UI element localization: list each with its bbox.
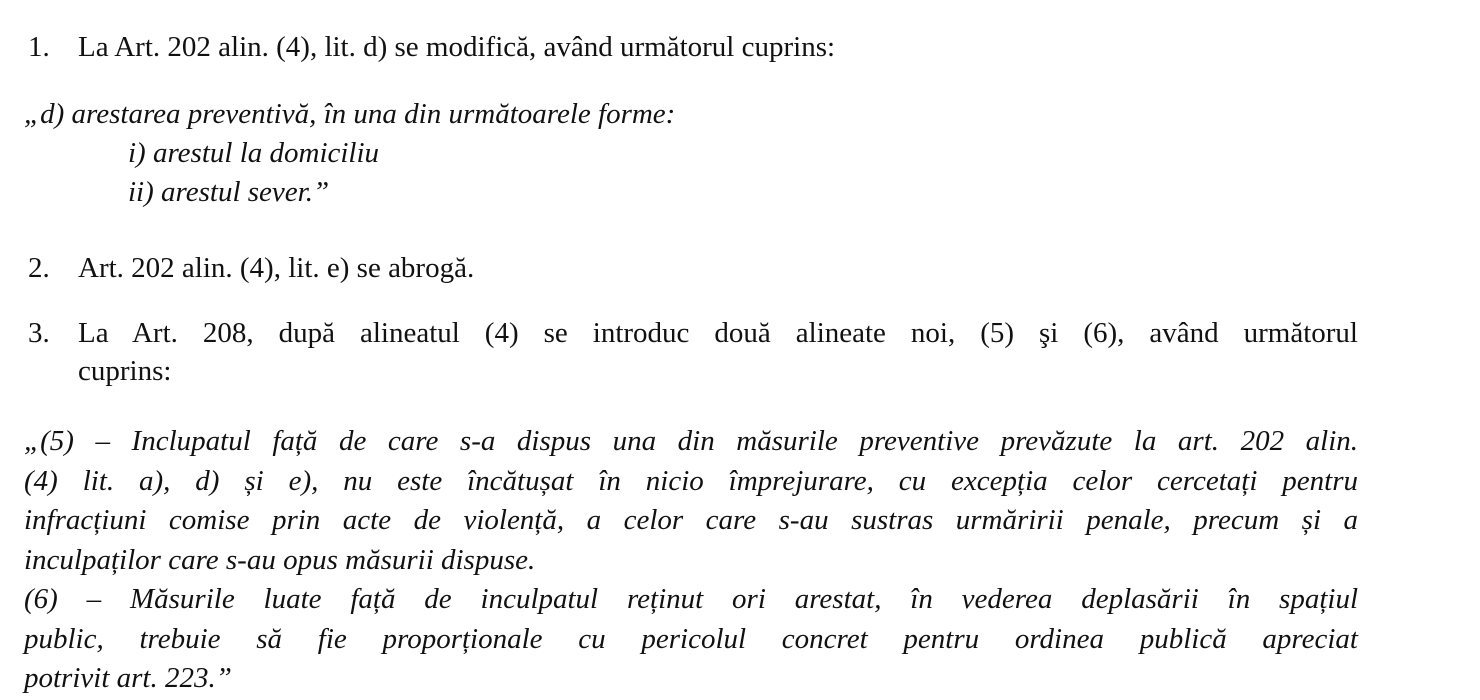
text-line: potrivit art. 223.” bbox=[24, 662, 232, 694]
quote-line: „d) arestarea preventivă, în una din următoarele forme: bbox=[24, 98, 676, 130]
list-item-text bbox=[78, 314, 1358, 390]
text-line: inculpaților care s-au opus măsurii dispuse. bbox=[24, 543, 536, 576]
text-line: public, trebuie să fie proporționale cu pericolul concret pentru ordinea publică apreciat bbox=[24, 622, 1358, 655]
quoted-amendment-d bbox=[24, 95, 1358, 212]
list-item-text: Art. 202 alin. (4), lit. e) se abrogă. bbox=[78, 252, 475, 284]
list-item-text: La Art. 202 alin. (4), lit. d) se modifică, având următorul cuprins: bbox=[78, 31, 836, 63]
list-item-3 bbox=[28, 314, 1358, 390]
text-line: cuprins: bbox=[78, 355, 172, 387]
list-item-number: 2. bbox=[28, 252, 50, 284]
list-item-number: 1. bbox=[28, 31, 50, 63]
text-line: infracțiuni comise prin acte de violență, a celor care s-au sustras urmăririi penale, precum și a bbox=[24, 504, 1358, 536]
quote-subitem-i: i) arestul la domiciliu bbox=[128, 137, 380, 169]
text-line: La Art. 208, după alineatul (4) se introduc două alineate noi, (5) şi (6), având următorul bbox=[78, 317, 1358, 349]
list-item-2 bbox=[28, 249, 1358, 287]
list-item-1 bbox=[28, 28, 1358, 66]
text-line: „(5) – Inclupatul față de care s-a dispus una din măsurile preventive prevăzute la art. 202 alin. bbox=[24, 425, 1358, 457]
quote-subitem-ii: ii) arestul sever.” bbox=[128, 176, 330, 208]
quoted-paragraph-6 bbox=[24, 580, 1358, 699]
quoted-paragraph-5 bbox=[24, 422, 1358, 580]
list-item-number: 3. bbox=[28, 317, 50, 349]
text-line: (4) lit. a), d) și e), nu este încătușat în nicio împrejurare, cu excepția celor cercetați pentru bbox=[24, 464, 1358, 497]
text-line: (6) – Măsurile luate față de inculpatul reținut ori arestat, în vederea deplasării în spațiul bbox=[24, 583, 1358, 615]
